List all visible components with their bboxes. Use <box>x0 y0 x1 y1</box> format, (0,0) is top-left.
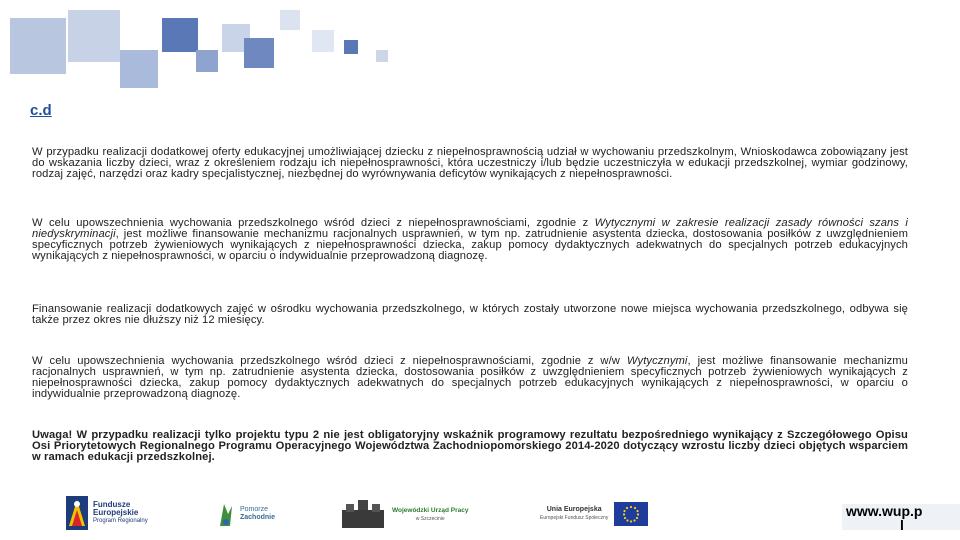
footer-logos <box>0 488 960 540</box>
decor-square <box>312 30 334 52</box>
logo-pomorze-zachodnie <box>216 500 275 528</box>
logo-wup-szczecin <box>340 498 468 532</box>
paragraph-2 <box>32 218 908 262</box>
logo2-line1: Pomorze <box>240 506 269 513</box>
decor-square <box>68 10 120 62</box>
logo1-line1: Fundusze <box>93 500 131 509</box>
paragraph-4 <box>32 356 908 400</box>
logo-unia-europejska <box>540 502 648 526</box>
decor-square <box>344 40 358 54</box>
logo1-line2: Europejskie <box>93 508 139 517</box>
decor-square <box>196 50 218 72</box>
paragraph-3: Finansowanie realizacji dodatkowych zajęć w ośrodku wychowania przedszkolnego, w których zostały utworzone nowe miejsca wychowania przedszkolnego, odbywa się także przez okres nie dłuższy niż 12 miesięcy. <box>32 303 908 326</box>
paragraph-4-text-a: W celu upowszechnienia wychowania przedszkolnego wśród dzieci z niepełnosprawnościami, zgodnie z w/w <box>32 355 627 367</box>
logo1-line3: Program Regionalny <box>93 518 148 524</box>
paragraph-2-text-b: , jest możliwe finansowanie mechanizmu racjonalnych usprawnień, w tym np. zatrudnienie asystenta dziecka, dostosowania posiłków z uwzględnieniem specyficznych potrzeb żywieniowych wynikających z niepełnosprawności dziecka, zakup pomocy dydaktycznych adekwatnych do specjalnych potrzeb edukacyjnych wynikających z niepełnosprawności, w oparciu o indywidualnie przeprowadzoną diagnozę. <box>32 228 908 262</box>
website-url-tail: l <box>900 517 904 533</box>
paragraph-4-emphasis: Wytycznymi <box>626 355 688 367</box>
logo-fundusze-europejskie <box>66 496 148 530</box>
logo3-line1: Wojewódzki Urząd Pracy <box>392 507 469 514</box>
website-url-main: www.wup.p <box>846 503 923 519</box>
decor-square <box>376 50 388 62</box>
pomorze-griffin-icon <box>216 500 236 528</box>
wup-building-icon <box>340 498 386 532</box>
decor-square <box>280 10 300 30</box>
paragraph-2-emphasis: Wytycznymi w zakresie realizacji zasady równości szans i niedyskryminacji <box>32 217 908 240</box>
fe-star-icon <box>66 496 88 530</box>
decor-square <box>244 38 274 68</box>
logo4-line1: Unia Europejska <box>546 506 602 513</box>
decor-square <box>120 50 158 88</box>
logo2-line2: Zachodnie <box>240 514 276 521</box>
paragraph-2-text-a: W celu upowszechnienia wychowania przedszkolnego wśród dzieci z niepełnosprawnościami, zgodnie z <box>32 217 595 229</box>
decor-square <box>162 18 198 52</box>
decor-square <box>10 18 66 74</box>
logo4-line2: Europejski Fundusz Społeczny <box>540 515 609 521</box>
eu-flag-icon <box>614 502 648 526</box>
paragraph-1: W przypadku realizacji dodatkowej oferty edukacyjnej umożliwiającej dziecku z niepełnosprawnością udział w wychowaniu przedszkolnym, Wnioskodawca zobowiązany jest do wskazania liczby dzieci, wraz z określeniem rodzaju ich niepełnosprawności, która uczestniczy i/lub będzie uczestniczyła w edukacji przedszkolnej, wymiar godzinowy, rodzaj zajęć, narzędzi oraz kadry specjalistycznej, niezbędnej do wyrównywania deficytów wynikających z niepełnosprawności. <box>32 146 908 180</box>
paragraph-4-text-b: , jest możliwe finansowanie mechanizmu racjonalnych usprawnień, w tym np. zatrudnienie asystenta dziecka, dostosowania posiłków z uwzględnieniem specyficznych potrzeb żywieniowych wynikających z niepełnosprawności dziecka, zakup pomocy dydaktycznych adekwatnych do specjalnych potrzeb edukacyjnych wynikających z niepełnosprawności, w oparciu o indywidualnie przeprowadzoną diagnozę. <box>32 355 908 400</box>
paragraph-5-warning: Uwaga! W przypadku realizacji tylko projektu typu 2 nie jest obligatoryjny wskaźnik programowy rezultatu bezpośredniego wynikający z Szczegółowego Opisu Osi Priorytetowych Regionalnego Programu Operacyjnego Województwa Zachodniopomorskiego 2014-2020 dotyczący wzrostu liczby dzieci objętych wsparciem w ramach edukacji przedszkolnej. <box>32 429 908 463</box>
logo3-line2: w Szczecinie <box>415 516 445 522</box>
slide-title: c.d <box>30 102 52 119</box>
website-url <box>842 503 960 533</box>
